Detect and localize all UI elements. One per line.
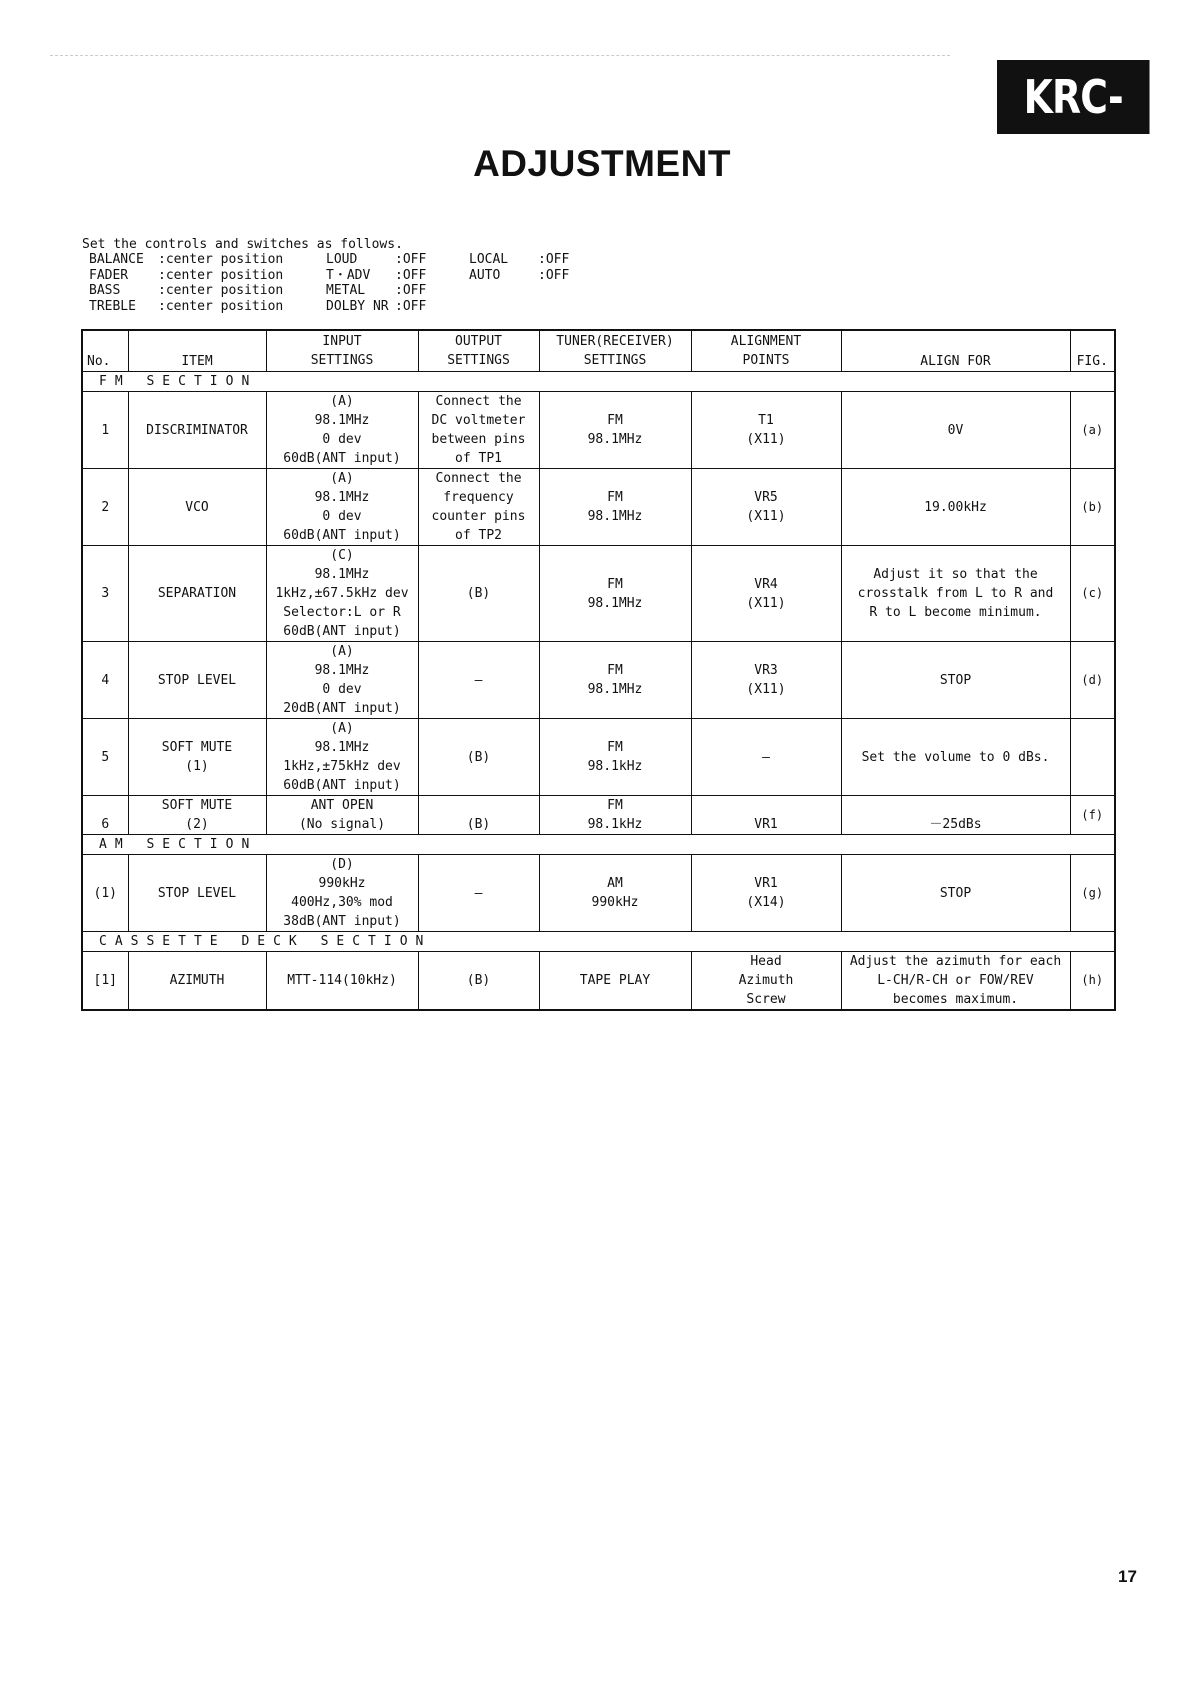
cell-align-for: Adjust it so that the crosstalk from L to R and R to L become minimum. [841, 546, 1070, 642]
cell-tuner: TAPE PLAY [539, 952, 691, 1011]
cell-align-for: Adjust the azimuth for each L-CH/R-CH or FOW/REV becomes maximum. [841, 952, 1070, 1011]
setting-row: DOLBY NR :OFF [326, 298, 427, 314]
cell-tuner: FM 98.1MHz [539, 392, 691, 469]
cell-tuner: AM 990kHz [539, 855, 691, 932]
cell-alignment: Head Azimuth Screw [691, 952, 841, 1011]
setting-row: LOUD :OFF [326, 252, 427, 267]
table-row [82, 719, 1115, 796]
cell-tuner: FM 98.1kHz [539, 796, 691, 835]
cell-no: 5 [82, 719, 128, 796]
cell-item: SOFT MUTE (1) [128, 719, 266, 796]
cell-output: — [418, 855, 539, 932]
cell-item: STOP LEVEL [128, 855, 266, 932]
setting-row: TREBLE :center position [89, 298, 284, 314]
header-alignment: ALIGNMENT POINTS [691, 330, 841, 372]
header-no: No. [82, 330, 128, 372]
cassette-section-label: CASSETTE DECK SECTION [82, 932, 1115, 952]
table-row [82, 642, 1115, 719]
settings-column-3 [469, 252, 569, 283]
cell-output: Connect the DC voltmeter between pins of TP1 [418, 392, 539, 469]
table-header-row [82, 330, 1115, 372]
cell-fig: (f) [1070, 796, 1115, 835]
cell-output: (B) [418, 546, 539, 642]
cell-output: (B) [418, 719, 539, 796]
cell-output: — [418, 642, 539, 719]
cell-input: ANT OPEN (No signal) [266, 796, 418, 835]
cell-item: VCO [128, 469, 266, 546]
cell-item: SEPARATION [128, 546, 266, 642]
setting-row: AUTO :OFF [469, 267, 570, 283]
adjustment-table [81, 329, 1116, 1011]
cell-alignment: — [691, 719, 841, 796]
cell-input: (A) 98.1MHz 1kHz,±75kHz dev 60dB(ANT input) [266, 719, 418, 796]
header-output: OUTPUT SETTINGS [418, 330, 539, 372]
setting-row: METAL :OFF [326, 283, 427, 298]
header-item: ITEM [128, 330, 266, 372]
model-badge: KRC-2001 [997, 60, 1150, 134]
setting-row: T・ADV :OFF [326, 267, 427, 283]
cell-align-for: STOP [841, 855, 1070, 932]
table-row [82, 392, 1115, 469]
cell-tuner: FM 98.1MHz [539, 642, 691, 719]
cell-item: DISCRIMINATOR [128, 392, 266, 469]
cell-fig: (c) [1070, 546, 1115, 642]
cell-no: 3 [82, 546, 128, 642]
setting-row: LOCAL :OFF [469, 252, 570, 267]
header-align-for: ALIGN FOR [841, 330, 1070, 372]
table-row [82, 855, 1115, 932]
cell-alignment: VR4 (X11) [691, 546, 841, 642]
page-title: ADJUSTMENT [473, 143, 731, 184]
section-row [82, 372, 1115, 392]
cell-tuner: FM 98.1MHz [539, 546, 691, 642]
setting-row: BALANCE :center position [89, 252, 284, 267]
cell-align-for: STOP [841, 642, 1070, 719]
table-row [82, 546, 1115, 642]
table-row [82, 796, 1115, 835]
cell-input: (C) 98.1MHz 1kHz,±67.5kHz dev Selector:L or R 60dB(ANT input) [266, 546, 418, 642]
cell-input: (A) 98.1MHz 0 dev 20dB(ANT input) [266, 642, 418, 719]
cell-no: (1) [82, 855, 128, 932]
cell-fig: (d) [1070, 642, 1115, 719]
cell-no: 1 [82, 392, 128, 469]
cell-item: SOFT MUTE (2) [128, 796, 266, 835]
cell-item: STOP LEVEL [128, 642, 266, 719]
setting-row: FADER :center position [89, 267, 284, 283]
cell-alignment: VR1 (X14) [691, 855, 841, 932]
table-row [82, 952, 1115, 1011]
cell-alignment: VR5 (X11) [691, 469, 841, 546]
cell-align-for: 19.00kHz [841, 469, 1070, 546]
cell-tuner: FM 98.1kHz [539, 719, 691, 796]
cell-fig: (b) [1070, 469, 1115, 546]
section-row [82, 932, 1115, 952]
cell-input: (A) 98.1MHz 0 dev 60dB(ANT input) [266, 469, 418, 546]
top-scan-line [50, 55, 950, 56]
settings-column-1 [89, 252, 283, 314]
cell-fig: (a) [1070, 392, 1115, 469]
cell-fig [1070, 719, 1115, 796]
cell-fig: (g) [1070, 855, 1115, 932]
settings-column-2 [326, 252, 426, 314]
table-row [82, 469, 1115, 546]
cell-input: MTT-114(10kHz) [266, 952, 418, 1011]
cell-alignment: T1 (X11) [691, 392, 841, 469]
cell-no: 4 [82, 642, 128, 719]
intro-text: Set the controls and switches as follows. [82, 237, 403, 252]
cell-align-for: －25dBs [841, 796, 1070, 835]
fm-section-label: FM SECTION [82, 372, 1115, 392]
cell-alignment: VR1 [691, 796, 841, 835]
setting-row: BASS :center position [89, 283, 284, 298]
am-section-label: AM SECTION [82, 835, 1115, 855]
cell-output: Connect the frequency counter pins of TP2 [418, 469, 539, 546]
cell-item: AZIMUTH [128, 952, 266, 1011]
cell-no: 2 [82, 469, 128, 546]
cell-output: (B) [418, 796, 539, 835]
header-input: INPUT SETTINGS [266, 330, 418, 372]
cell-align-for: 0V [841, 392, 1070, 469]
page-number: 17 [1118, 1567, 1137, 1586]
cell-no: [1] [82, 952, 128, 1011]
cell-alignment: VR3 (X11) [691, 642, 841, 719]
header-fig: FIG. [1070, 330, 1115, 372]
cell-output: (B) [418, 952, 539, 1011]
cell-input: (A) 98.1MHz 0 dev 60dB(ANT input) [266, 392, 418, 469]
cell-fig: (h) [1070, 952, 1115, 1011]
cell-tuner: FM 98.1MHz [539, 469, 691, 546]
section-row [82, 835, 1115, 855]
cell-align-for: Set the volume to 0 dBs. [841, 719, 1070, 796]
cell-input: (D) 990kHz 400Hz,30% mod 38dB(ANT input) [266, 855, 418, 932]
header-tuner: TUNER(RECEIVER) SETTINGS [539, 330, 691, 372]
cell-no: 6 [82, 796, 128, 835]
